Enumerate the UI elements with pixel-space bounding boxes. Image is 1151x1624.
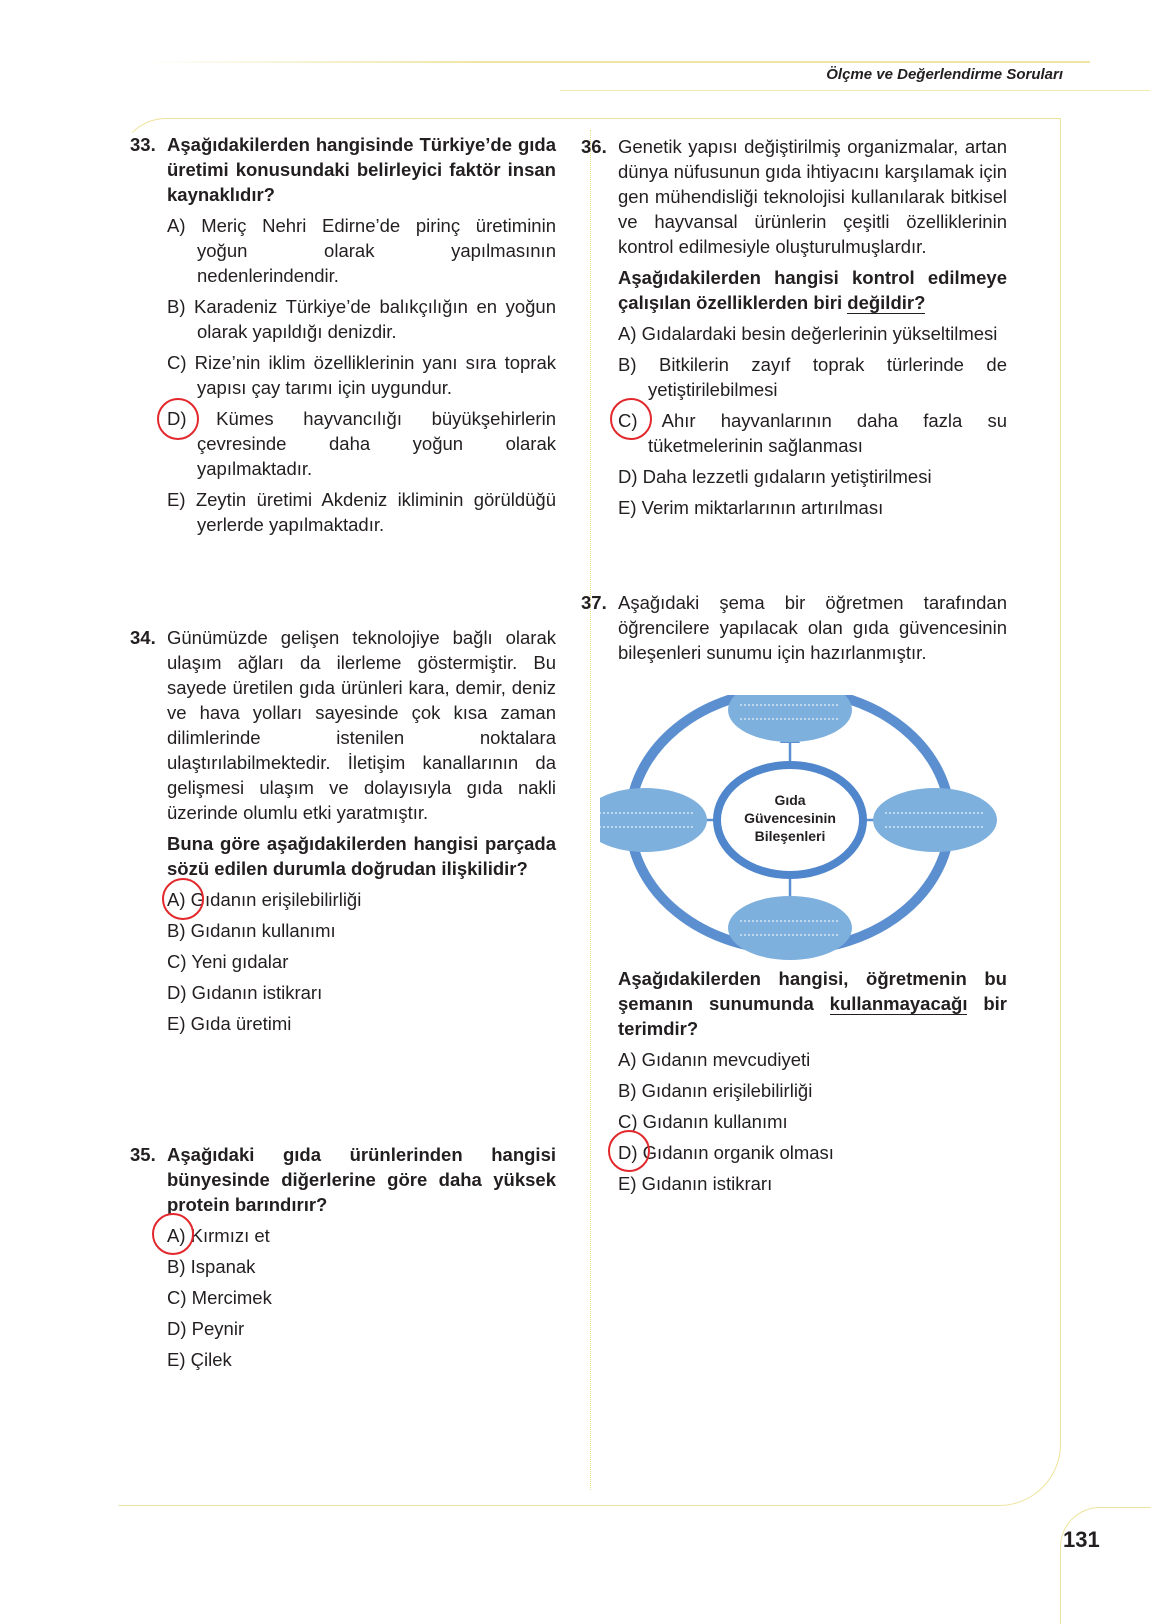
option-b[interactable]: B) Gıdanın erişilebilirliği (618, 1080, 813, 1101)
option-b[interactable]: B) Bitkilerin zayıf toprak türlerinde de yetiştirilebilmesi (618, 354, 1007, 400)
question-prompt: Buna göre aşağıdakilerden hangisi parçada sözü edilen durumla doğrudan ilişkilidir? (167, 833, 556, 879)
option-a-text: A) Gıdanın erişilebilirliği (167, 889, 362, 910)
option-a-text: A) Kırmızı et (167, 1225, 270, 1246)
option-d[interactable]: D) Daha lezzetli gıdaların yetiştirilmesi (618, 466, 932, 487)
question-35 (130, 1142, 556, 1372)
prompt-text-end: bir terimdir? (618, 993, 1007, 1039)
question-36 (581, 134, 1007, 520)
node-right (873, 788, 997, 852)
option-e[interactable]: E) Zeytin üretimi Akdeniz ikliminin görüldüğü yerlerde yapılmaktadır. (167, 489, 556, 535)
option-a[interactable]: A) Gıdanın mevcudiyeti (618, 1049, 811, 1070)
answer-circle-mark (610, 398, 652, 440)
node-bottom (728, 896, 852, 960)
question-33 (130, 132, 556, 537)
option-a[interactable] (167, 887, 556, 912)
question-prompt (618, 265, 1007, 315)
question-stem: Aşağıdaki şema bir öğretmen tarafından öğrencilere yapılacak olan gıda güvencesinin bileşenleri sunumu için hazırlanmıştır. (618, 592, 1007, 663)
option-e[interactable]: E) Gıdanın istikrarı (618, 1173, 773, 1194)
option-d-text: D) Gıdanın organik olması (618, 1142, 834, 1163)
option-b[interactable]: B) Ispanak (167, 1256, 256, 1277)
question-34 (130, 625, 556, 1036)
option-c[interactable]: C) Gıdanın kullanımı (618, 1111, 788, 1132)
option-d[interactable] (167, 406, 556, 481)
option-d[interactable]: D) Gıdanın istikrarı (167, 982, 323, 1003)
answer-circle-mark (157, 398, 199, 440)
header-rule-secondary (560, 90, 1150, 91)
center-label-line3: Bileşenleri (754, 828, 826, 844)
option-d-text: D) Kümes hayvancılığı büyükşehirlerin çevresinde daha yoğun olarak yapılmaktadır. (167, 408, 556, 479)
option-c[interactable]: C) Rize’nin iklim özelliklerinin yanı sıra toprak yapısı çay tarımı için uygundur. (167, 352, 556, 398)
question-stem: Genetik yapısı değiştirilmiş organizmalar, artan dünya nüfusunun gıda ihtiyacını karşılamak için gen mühendisliği teknolojisi kullanılarak bitkisel ve hayvansal ürünlerin çeşitli özelliklerinin kontrol edilmesiyle oluşturulmuşlardır. (618, 136, 1007, 257)
option-b[interactable]: B) Gıdanın kullanımı (167, 920, 336, 941)
question-stem: Aşağıdakilerden hangisinde Türkiye’de gıda üretimi konusundaki belirleyici faktör insan kaynaklıdır? (167, 134, 556, 205)
option-d[interactable] (618, 1140, 1007, 1165)
prompt-underlined-word: kullanmayacağı (829, 993, 968, 1014)
option-e[interactable]: E) Çilek (167, 1349, 232, 1370)
option-e[interactable]: E) Verim miktarlarının artırılması (618, 497, 884, 518)
answer-circle-mark (162, 878, 204, 920)
option-c[interactable]: C) Yeni gıdalar (167, 951, 289, 972)
question-prompt (618, 966, 1007, 1041)
prompt-underlined-word: değildir? (847, 292, 926, 313)
running-title: Ölçme ve Değerlendirme Soruları (826, 66, 1063, 83)
node-left (600, 788, 707, 852)
prompt-text: Aşağıdakilerden hangisi kontrol edilmeye çalışılan özelliklerden biri (618, 267, 1007, 313)
option-c[interactable]: C) Mercimek (167, 1287, 272, 1308)
center-label-line2: Güvencesinin (744, 810, 836, 826)
question-number: 33. (130, 134, 156, 155)
question-number: 34. (130, 627, 156, 648)
option-a[interactable] (167, 1223, 556, 1248)
question-number: 35. (130, 1144, 156, 1165)
question-stem: Aşağıdaki gıda ürünlerinden hangisi bünyesinde diğerlerine göre daha yüksek protein barındırır? (167, 1144, 556, 1215)
diagram-svg (600, 695, 1030, 995)
option-c-text: C) Ahır hayvanlarının daha fazla su tüketmelerinin sağlanması (618, 410, 1007, 456)
option-a[interactable]: A) Gıdalardaki besin değerlerinin yükseltilmesi (618, 323, 998, 344)
food-security-diagram (600, 695, 1030, 995)
question-37-prompt-block (581, 966, 1007, 1196)
header-rule (140, 61, 1090, 63)
question-number: 36. (581, 136, 607, 157)
option-c[interactable] (618, 408, 1007, 458)
option-a[interactable]: A) Meriç Nehri Edirne’de pirinç üretiminin yoğun olarak yapılmasının nedenlerindendir. (167, 215, 556, 286)
question-stem: Günümüzde gelişen teknolojiye bağlı olarak ulaşım ağları da ilerleme göstermiştir. Bu sayede üretilen gıda ürünleri kara, demir, deniz ve hava yolları sayesinde çok kısa zaman dilimlerinde istenilen noktalara ulaştırılabilmektedir. İletişim kanallarının da gelişmesi ulaşım ve dolayısıyla gıda nakli üzerinde olumlu etki yaratmıştır. (167, 627, 556, 823)
page-number-frame (1060, 1507, 1151, 1624)
answer-circle-mark (608, 1130, 650, 1172)
question-37 (581, 590, 1007, 665)
center-label-line1: Gıda (774, 792, 806, 808)
option-b[interactable]: B) Karadeniz Türkiye’de balıkçılığın en yoğun olarak yapıldığı denizdir. (167, 296, 556, 342)
answer-circle-mark (152, 1213, 194, 1255)
page-number: 131 (1063, 1527, 1100, 1552)
option-d[interactable]: D) Peynir (167, 1318, 245, 1339)
option-e[interactable]: E) Gıda üretimi (167, 1013, 292, 1034)
prompt-text: Aşağıdakilerden hangisi, öğretmenin bu şemanın sunumunda (618, 968, 1007, 1014)
question-number: 37. (581, 592, 607, 613)
